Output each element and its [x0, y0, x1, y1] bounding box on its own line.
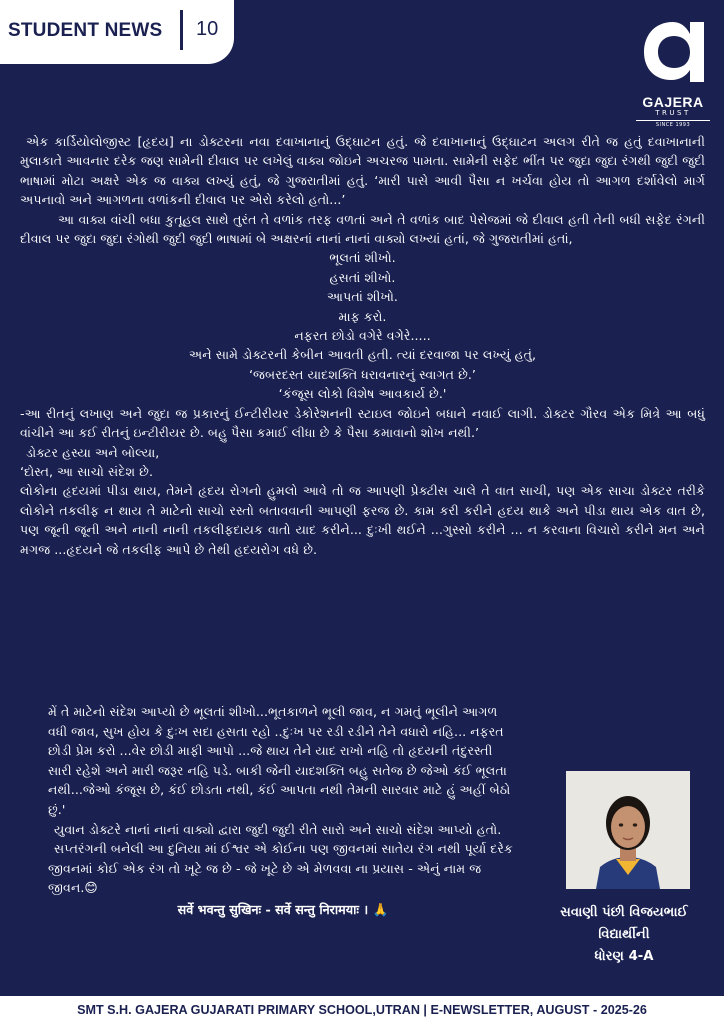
article-paragraph: લોકોના હૃદયમાં પીડા થાય, તેમને હૃદય રોગનો હુમલો આવે તો જ આપણી પ્રેક્ટીસ ચાલે તે વાત સાચી, પણ એક સાચા ડોક્ટર તરીકે લોકોને તકલીફ ન થાય તે માટેનો સાચો રસ્તો બતાવવાની આપણી ફરજ છે. કામ કરી કરીને હદય થાકે અને પીડા થાય એક વાત છે, પણ જૂની જૂની અને નાની નાની તકલીફદાયક વાતો યાદ કરીને... દુઃખી થઈને ...ગુસ્સો કરીને ... ન કરવાના વિચારો કરીને મન અને મગજ ...હૃદયને જે તકલીફ આપે છે તેથી હદયરોગ વધે છે. [20, 483, 705, 557]
page-number: 10 [196, 18, 219, 40]
conclusion-paragraph: મેં તે માટેનો સંદેશ આપ્યો છે ભૂલતાં શીખો...ભૂતકાળને ભૂલી જાવ, ન ગમતું ભૂલીને આગળ વધી જાવ, સુખ હોય કે દુઃખ સદા હસતા રહો ..દુઃખ પર રડી રડીને તેને વધારો નહિ... નફરત છોડી પ્રેમ કરો ...વેર છોડી માફી આપો ...જે થાય તેને યાદ રાખો નહિ તો હૃદયની તંદુરસ્તી સારી રહેશે અને મારી જરૂર નહિ પડે. બાકી જેની યાદશક્તિ બહુ સતેજ છે જેઓ કંઈ ભૂલતા નથી...જેઓ કંજૂસ છે, કંઈ છોડતા નથી, કંઈ આપતા નથી તેમની સારવાર માટે હું અહીં બેઠો છું.' [48, 704, 511, 817]
header-banner [0, 0, 234, 64]
header-divider [180, 10, 183, 50]
article-conclusion [48, 702, 518, 920]
article-paragraph: ડોક્ટર હસ્યા અને બોલ્યા, [26, 444, 160, 460]
article-intro: એક કાર્ડિયોલોજીસ્ટ [હૃદય] ના ડોક્ટરના નવા દવાખાનાનું ઉદ્ઘાટન હતું. જે દવાખાનાનું ઉદ્ઘાટન અલગ રીતે જ હતું દવાખાનાની મુલાકાતે આવનાર દરેક જણ સામેની દીવાલ પર લખેલું વાક્ય જોઇને અચરજ પામતા. સામેની સફેદ ભીંત પર જુદા જુદા રંગથી જુદી જુદી ભાષામાં મોટા અક્ષરે એક જ વાક્ય લખ્યું હતું, જે ગુજરાતીમાં હતું. ‘મારી પાસે આવી પૈસા ન ખર્ચવા હોય તો આગળ દર્શાવેલો માર્ગ અપનાવો અને આગળના વળાંકની દીવાલ પર એરો કરેલો હતો...’ [20, 134, 705, 208]
article-paragraph: ‘દોસ્ત, આ સાચો સંદેશ છે. [20, 463, 153, 479]
student-role: વિદ્યાર્થીની [598, 927, 650, 942]
wall-message: માફ કરો. [338, 308, 387, 324]
conclusion-paragraph: સપ્તરંગની બનેલી આ દુનિયા માં ઈશ્વર એ કોઈના પણ જીવનમાં સાતેય રંગ નથી પૂર્યા દરેક જીવનમાં કોઈ એક રંગ તો ખૂટે જ છે - જે ખૂટે છે એ મેળવવા ના પ્રયાસ - એનું નામ જ જીવન.😊 [48, 841, 513, 896]
footer-bar [0, 996, 724, 1024]
wall-message: નફરત છોડો વગેરે વગેરે..... [294, 328, 431, 344]
article-paragraph: -આ રીતનું લખાણ અને જુદા જ પ્રકારનું ઈન્ટીરીયર ડેકોરેશનની સ્ટાઇલ જોઇને બધાને નવાઈ લાગી. ડોક્ટર ગૌરવ એક મિત્રે આ બધું વાંચીને આ કઈ રીતનું ઇન્ટીરીયર છે. બહુ પૈસા કમાઈ લીધા છે કે પૈસા કમાવાનો શોખ નથી.’ [20, 405, 705, 441]
logo-name: GAJERA [642, 94, 704, 110]
logo-since: SINCE 1993 [636, 120, 710, 128]
wall-message: ભૂલતાં શીખો. [329, 250, 396, 266]
student-name: સવાણી પંછી વિજયભાઈ [560, 905, 688, 920]
conclusion-paragraph: યુવાન ડોક્ટરે નાનાં નાનાં વાક્યો દ્વારા જુદી જુદી રીતે સારો અને સાચો સંદેશ આપ્યો હતો. [54, 821, 502, 837]
wall-message: અને સામે ડોક્ટરની કેબીન આવતી હતી. ત્યાં દરવાજા પર લખ્યું હતું, [188, 347, 537, 363]
wall-message: આપતાં શીખો. [327, 289, 398, 305]
logo-subtitle: TRUST [655, 109, 691, 117]
wall-message: ‘કંજૂસ લોકો વિશેષ આવકાર્ય છે.' [278, 386, 447, 402]
section-title: STUDENT NEWS [8, 20, 163, 41]
sanskrit-blessing: सर्वे भवन्तु सुखिनः - सर्वे सन्तु निरामयाः । 🙏 [177, 901, 389, 917]
footer-text: SMT S.H. GAJERA GUJARATI PRIMARY SCHOOL,UTRAN | E-NEWSLETTER, AUGUST - 2025-26 [77, 1003, 647, 1017]
student-caption [524, 902, 724, 968]
article-paragraph: આ વાક્ય વાંચી બધા કુતૂહલ સાથે તુરંત તે વળાંક તરફ વળતાં અને તે વળાંક બાદ પેસેજમાં જે દીવાલ હતી તેની બધી સફેદ રંગની દીવાલ પર જુદા જુદા રંગોથી જુદી જુદી ભાષામાં બે અક્ષરનાં નાનાં નાનાં વાક્યો લખ્યાં હતાં, જે ગુજરાતીમાં હતાં, [20, 211, 705, 247]
wall-message: ‘જબરદસ્ત યાદશક્તિ ધરાવનારનું સ્વાગત છે.’ [249, 366, 476, 382]
gajera-logo-icon [640, 16, 706, 88]
student-photo [566, 771, 690, 889]
student-portrait-icon [566, 771, 690, 889]
wall-message: હસતાં શીખો. [329, 269, 396, 285]
student-class: ધોરણ 4-A [594, 949, 654, 964]
gajera-trust-logo [636, 16, 710, 134]
article-body [20, 132, 705, 559]
